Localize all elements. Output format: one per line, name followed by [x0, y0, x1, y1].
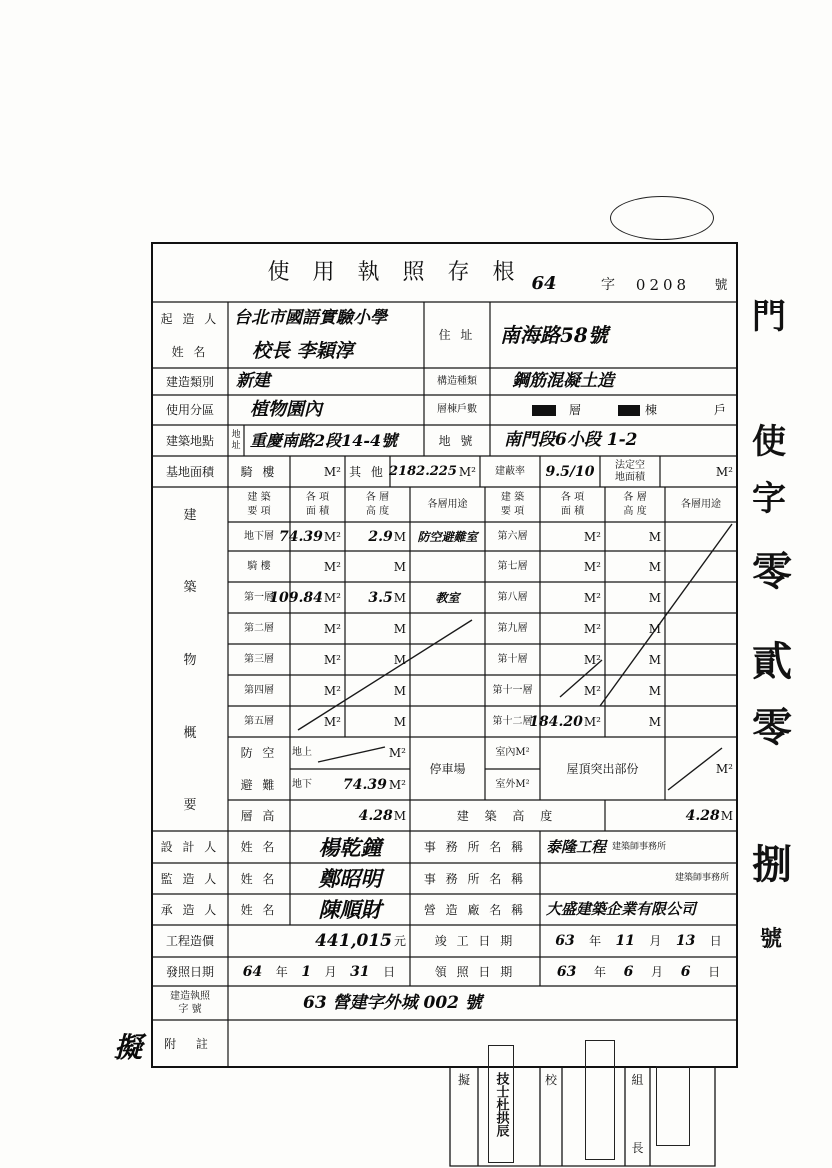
date-day: 31	[350, 963, 370, 980]
side-number-char: 零	[752, 704, 792, 751]
permit-hao-label: 號	[714, 277, 728, 293]
height-unit: M	[393, 529, 406, 544]
floor-area	[279, 522, 345, 551]
outdoor-parking-label: 室外M²	[495, 778, 530, 790]
floor-area-value: 184.20	[529, 713, 583, 730]
checker-stamp	[585, 1040, 615, 1160]
parking-label: 停車場	[429, 761, 466, 776]
shelter-label: 避 難	[240, 777, 278, 792]
header-line: 面 積	[305, 505, 330, 517]
floor-count-label: 層棟戶數	[437, 404, 477, 415]
header-cell	[345, 487, 410, 522]
header-cell: 各層用途	[427, 498, 468, 510]
floor-height-value: 2.9	[368, 528, 393, 545]
coverage-value: 9.5/10	[545, 463, 595, 480]
floor-height	[345, 522, 410, 551]
height-unit: M	[648, 590, 661, 605]
completion-date	[540, 925, 737, 957]
height-unit: M	[393, 621, 406, 636]
above-ground-unit: M²	[388, 746, 406, 760]
receive-date	[540, 957, 737, 986]
floor-use-right	[665, 582, 737, 613]
header-line: 面 積	[560, 505, 585, 517]
below-ground-label: 地下	[292, 778, 312, 790]
cost-value: 441,015	[315, 930, 392, 951]
floor-label-right: 第十二層	[492, 715, 533, 727]
side-number-char: 使	[752, 422, 786, 462]
header-line: 要 項	[500, 505, 525, 517]
summary-side-char: 築	[183, 579, 197, 595]
remark-label: 附 註	[164, 1036, 216, 1051]
floor-height-right	[605, 582, 665, 613]
contractor-label: 承 造 人	[160, 902, 220, 917]
area-unit: M²	[583, 683, 601, 698]
contractor-office-label: 營 造 廠 名 稱	[423, 902, 527, 917]
height-unit: M	[648, 683, 661, 698]
shelter-label: 防 空	[240, 746, 278, 760]
floor-height-label: 層 高	[240, 808, 278, 823]
below-ground-area	[316, 769, 410, 800]
building-height-label: 建 築 高 度	[456, 808, 559, 823]
floor-area	[290, 706, 345, 737]
building-height	[605, 800, 737, 831]
floor-area	[269, 582, 345, 613]
area-unit: M²	[323, 590, 341, 605]
height-unit: M	[393, 652, 406, 667]
summary-side-char: 建	[183, 507, 197, 523]
cost	[228, 925, 410, 957]
day-unit: 日	[708, 964, 721, 979]
floor-label-right: 第九層	[497, 622, 528, 634]
address-label: 住 址	[438, 328, 476, 342]
approval-draft-label: 擬	[457, 1073, 470, 1087]
open-space-label	[600, 456, 660, 487]
above-ground-label: 地上	[292, 747, 312, 758]
height-unit: M	[648, 714, 661, 729]
designer-name-label: 姓 名	[240, 840, 278, 854]
issue-date	[228, 957, 410, 986]
floor-height	[345, 644, 410, 675]
sublabel-char: 地	[231, 429, 241, 440]
designer-office	[540, 831, 737, 863]
lot-value: 南門段6小段 1-2	[504, 430, 638, 450]
floor-area-right	[540, 551, 605, 582]
month-unit: 月	[649, 934, 662, 948]
lot-label: 地 號	[438, 433, 476, 448]
location-address: 重慶南路2段14-4號	[250, 430, 398, 450]
applicant-org: 台北市國語實驗小學	[234, 308, 387, 328]
area-unit: M²	[323, 529, 341, 544]
building-height-unit: M	[720, 808, 733, 823]
roof-projection-label: 屋頂突出部份	[566, 761, 639, 776]
header-line: 各 項	[305, 491, 330, 503]
other-area-value: 2182.225	[389, 464, 457, 479]
date-month: 1	[301, 963, 312, 980]
permit-number: 0208	[635, 275, 691, 294]
remark-value	[228, 1020, 737, 1067]
header-cell	[485, 487, 540, 522]
completion-date-label: 竣 工 日 期	[434, 934, 516, 948]
permit-year: 64	[531, 273, 557, 294]
approval-check-label: 校	[544, 1073, 557, 1087]
area-unit: M²	[583, 529, 601, 544]
header-line: 各 項	[560, 491, 585, 503]
area-unit: M²	[583, 652, 601, 667]
floor-use	[410, 675, 485, 706]
designer-office-suffix: 建築師事務所	[612, 841, 667, 852]
floor-label: 第三層	[244, 653, 274, 665]
height-unit: M	[393, 714, 406, 729]
floor-label-right: 第六層	[497, 530, 528, 542]
open-space-label-line: 法定空	[615, 459, 645, 471]
floor-label-right: 第七層	[497, 560, 528, 572]
floor-use: 教室	[435, 590, 460, 605]
open-space-label-line: 地面積	[615, 471, 645, 483]
floor-use	[410, 613, 485, 644]
floor-area-right	[540, 613, 605, 644]
day-unit: 日	[709, 934, 722, 948]
approval-chief-label-bottom: 長	[631, 1141, 644, 1155]
approval-chief-label-top: 組	[631, 1073, 644, 1087]
year-unit: 年	[593, 964, 606, 979]
floor-label: 地下層	[244, 530, 274, 542]
floor-height	[345, 675, 410, 706]
header-line: 高 度	[365, 505, 390, 517]
open-space-unit: M²	[715, 464, 733, 479]
applicant-label: 起 造 人	[160, 311, 220, 326]
side-number-char: 貳	[752, 638, 792, 685]
height-unit: M	[393, 590, 406, 605]
date-year: 63	[556, 963, 577, 980]
floor-use	[410, 644, 485, 675]
floor-use	[410, 551, 485, 582]
floor-height-right	[605, 706, 665, 737]
below-ground-area-unit: M²	[388, 777, 406, 792]
indoor-parking-label: 室內M²	[495, 747, 530, 758]
date-year: 63	[555, 933, 575, 949]
permit-zi-label: 字	[601, 277, 615, 293]
height-unit: M	[648, 529, 661, 544]
construction-type-value: 新建	[236, 371, 270, 391]
floor-height-right	[605, 522, 665, 551]
floor-height-right	[605, 675, 665, 706]
designer-name: 楊乾鐘	[318, 834, 382, 860]
floor-use-right	[665, 644, 737, 675]
supervisor-name: 鄭昭明	[318, 866, 382, 891]
structure-value: 鋼筋混凝土造	[512, 371, 614, 391]
chief-stamp	[656, 1066, 690, 1146]
contractor-name: 陳順財	[318, 897, 382, 922]
floor-label: 第一層	[244, 591, 274, 603]
household-unit: 戶	[713, 403, 726, 417]
floor-area-right	[540, 644, 605, 675]
oval-stamp	[610, 196, 714, 240]
floor-area-value: 74.39	[279, 528, 323, 545]
floor-unit: 層	[568, 403, 581, 417]
permit-ref-label	[152, 986, 228, 1020]
date-month: 6	[623, 963, 634, 980]
floor-use-right	[665, 613, 737, 644]
page-title: 使 用 執 照 存 根	[267, 259, 523, 285]
floor-height	[345, 582, 410, 613]
height-unit: M	[393, 683, 406, 698]
date-year: 64	[242, 963, 263, 980]
floor-height	[290, 800, 410, 831]
redacted-mark	[532, 405, 556, 416]
floor-label-right: 第八層	[497, 591, 528, 603]
month-unit: 月	[324, 964, 337, 979]
area-unit: M²	[323, 559, 341, 574]
floor-area-right	[540, 675, 605, 706]
floor-height-value: 4.28	[358, 807, 393, 824]
header-line: 要 項	[247, 505, 271, 517]
arcade-label: 騎 樓	[240, 464, 278, 479]
summary-side-char: 概	[183, 725, 197, 741]
header-cell: 各層用途	[681, 498, 721, 510]
height-unit: M	[648, 559, 661, 574]
floor-label: 第四層	[244, 684, 274, 696]
area-unit: M²	[323, 652, 341, 667]
floor-area	[290, 551, 345, 582]
header-line: 高 度	[623, 505, 647, 517]
issue-date-label: 發照日期	[165, 964, 214, 979]
header-line: 建 築	[500, 491, 525, 503]
header-line: 各 層	[623, 491, 647, 503]
header-cell	[228, 487, 290, 522]
site-area-label: 基地面積	[165, 464, 214, 479]
side-number-char: 字	[752, 479, 786, 519]
height-unit: M	[393, 559, 406, 574]
location-label: 建築地點	[165, 433, 214, 448]
height-unit: M	[648, 652, 661, 667]
area-unit: M²	[323, 683, 341, 698]
zoning-label: 使用分區	[165, 403, 214, 417]
month-unit: 月	[651, 964, 664, 979]
supervisor-label: 監 造 人	[160, 871, 220, 886]
applicant-name-label: 姓 名	[171, 344, 209, 359]
arcade-unit: M²	[323, 464, 341, 479]
floor-use	[410, 706, 485, 737]
side-number-char: 號	[760, 926, 783, 952]
floor-label: 騎 樓	[247, 560, 271, 572]
margin-note: 擬	[113, 1031, 142, 1064]
area-unit: M²	[583, 559, 601, 574]
floor-area	[290, 644, 345, 675]
coverage-label: 建蔽率	[495, 465, 525, 477]
floor-height-unit: M	[393, 808, 406, 823]
supervisor-office-suffix: 建築師事務所	[674, 873, 729, 883]
summary-side-char: 要	[183, 797, 197, 813]
officer-name-stamp: 技士杜拱辰	[488, 1045, 514, 1163]
designer-office-name: 泰隆工程	[546, 837, 607, 856]
supervisor-office-label: 事 務 所 名 稱	[423, 871, 527, 886]
building-unit: 棟	[644, 403, 657, 417]
designer-office-label: 事 務 所 名 稱	[423, 840, 527, 854]
floor-label-right: 第十層	[497, 653, 528, 665]
other-label: 其 他	[349, 464, 386, 479]
side-number-char: 門	[752, 297, 786, 337]
year-unit: 年	[589, 934, 602, 948]
year-unit: 年	[275, 964, 288, 979]
roof-projection-unit: M²	[715, 761, 733, 776]
floor-area	[290, 675, 345, 706]
other-area	[390, 456, 480, 487]
address-value: 南海路58號	[500, 323, 608, 347]
floor-height-right	[605, 644, 665, 675]
structure-label: 構造種類	[437, 375, 477, 387]
floor-label: 第二層	[244, 622, 274, 634]
header-cell	[290, 487, 345, 522]
construction-type-label: 建造類別	[165, 374, 214, 389]
zoning-value: 植物園內	[250, 399, 322, 420]
contractor-office: 大盛建築企業有限公司	[546, 900, 697, 918]
designer-label: 設 計 人	[160, 840, 220, 854]
area-unit: M²	[323, 621, 341, 636]
summary-side-char: 物	[183, 652, 197, 668]
side-number-char: 捌	[752, 841, 792, 888]
floor-area	[290, 613, 345, 644]
floor-height-value: 3.5	[368, 589, 393, 606]
floor-height-right	[605, 551, 665, 582]
header-cell	[605, 487, 665, 522]
other-area-unit: M²	[458, 464, 476, 479]
floor-use-right	[665, 522, 737, 551]
floor-area-right	[540, 522, 605, 551]
floor-label-right: 第十一層	[492, 684, 533, 696]
building-height-value: 4.28	[685, 807, 720, 824]
location-address-sublabel	[228, 425, 244, 456]
floor-area-value: 109.84	[269, 589, 323, 606]
area-unit: M²	[583, 714, 601, 729]
floor-height	[345, 613, 410, 644]
floor-use-right	[665, 675, 737, 706]
day-unit: 日	[383, 964, 396, 979]
permit-ref-value: 63 營建字外城 002 號	[303, 992, 482, 1013]
below-ground-area-value: 74.39	[343, 776, 387, 793]
floor-use-right	[665, 551, 737, 582]
cost-unit: 元	[393, 934, 406, 948]
applicant-name: 校長 李穎淳	[252, 340, 354, 362]
height-unit: M	[648, 621, 661, 636]
cost-label: 工程造價	[165, 934, 214, 948]
area-unit: M²	[323, 714, 341, 729]
floor-use: 防空避難室	[417, 529, 478, 544]
date-day: 6	[680, 963, 691, 980]
floor-area-right	[540, 582, 605, 613]
supervisor-name-label: 姓 名	[240, 871, 278, 886]
permit-ref-label-line: 字 號	[178, 1003, 202, 1015]
permit-ref-label-line: 建造執照	[170, 990, 210, 1002]
floor-use-right	[665, 706, 737, 737]
contractor-name-label: 姓 名	[240, 902, 278, 917]
floor-height	[345, 551, 410, 582]
floor-label: 第五層	[244, 715, 274, 727]
side-number-char: 零	[752, 548, 792, 595]
date-month: 11	[615, 933, 635, 949]
header-line: 各 層	[365, 491, 390, 503]
floor-height	[345, 706, 410, 737]
receive-date-label: 領 照 日 期	[434, 964, 516, 979]
area-unit: M²	[583, 621, 601, 636]
floor-height-right	[605, 613, 665, 644]
header-cell	[540, 487, 605, 522]
area-unit: M²	[583, 590, 601, 605]
sublabel-char: 址	[231, 440, 241, 451]
date-day: 13	[675, 933, 696, 949]
header-line: 建 築	[247, 491, 271, 503]
floor-area-right	[529, 706, 605, 737]
